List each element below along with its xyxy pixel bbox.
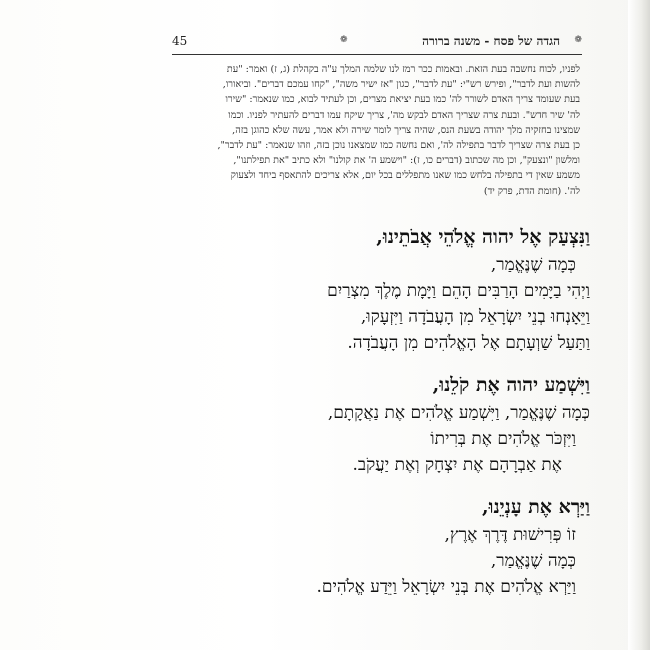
commentary-line: בעת שעומד צריך האדם לשורר לה' כמו בעת יציאת מצרים, וכן לעתיד לבוא, כמו שנאמר: "שירו	[225, 94, 580, 106]
section-heading: וַיַּרְא אֶת עָנְיֵנוּ,	[482, 496, 590, 518]
commentary-line: לה'. (חומת הדת, פרק יד)	[483, 185, 580, 197]
page-number: 45	[172, 34, 188, 48]
haggadah-text	[170, 222, 590, 600]
commentary-line: שמצינו בחזקיה מלך יהודה בשעת הנס, שהיה צריך לומר שירה ולא אמר, עשה שלא כהוגן בזה,	[232, 124, 580, 136]
verse-line: כְּמָה שֶׁנֶּאֱמַר,	[490, 255, 576, 275]
section-gap	[170, 356, 590, 370]
commentary-line: לה' שיר חדש". ובעת צרה שצריך האדם לבקש מה', צריך שיקח עמו דברים להעתיר לפניו. וכמו	[228, 109, 580, 121]
section-heading: וַנִּצְעַק אֶל יהוה אֱלֹהֵי אֲבֹתֵינוּ,	[376, 226, 590, 248]
verse-line: זוֹ פְּרִישׁוּת דֶּרֶךְ אֶרֶץ,	[444, 525, 576, 545]
verse-line: וַיַּרְא אֱלֹהִים אֶת בְּנֵי יִשְׂרָאֵל וַיֵּדַע אֱלֹהִים.	[316, 577, 576, 597]
ornament-icon: ❁	[574, 35, 582, 45]
verse-line: אֶת אַבְרָהָם אֶת יִצְחָק וְאֶת יַעֲקֹב.	[352, 455, 562, 475]
verse-line: וַיְהִי בַיָּמִים הָרַבִּים הָהֵם וַיָּמָת מֶלֶךְ מִצְרַיִם	[327, 281, 590, 301]
commentary-line: לפניו, לכוח נחשבה בעת הזאת. ובאמות ככר רמז לנו שלמה המלך ע"ה בקהלת (ג, ז) ואמר: "עת	[226, 64, 580, 75]
commentary-line: כן בעת צרה שצריך לדבר בתפילה לה', ואם נחשה כמו שמצאנו נוכן בזה, וזהו שנאמר: "עת לדבר",	[217, 140, 580, 152]
section-heading: וַיִּשְׁמַע יהוה אֶת קֹלֵנוּ,	[432, 374, 590, 396]
page-edge-shadow	[628, 0, 650, 650]
verse-line: וַתַּעַל שַׁוְעָתָם אֶל הָאֱלֹהִים מִן הָעֲבֹדָה.	[347, 333, 590, 353]
verse-line: וַיִּזְכֹּר אֱלֹהִים אֶת בְּרִיתוֹ	[430, 429, 576, 449]
verse-line: וַיֵּאָנְחוּ בְנֵי יִשְׂרָאֵל מִן הָעֲבֹדָה וַיִּזְעָקוּ,	[360, 307, 590, 327]
ornament-icon: ❁	[340, 35, 348, 45]
commentary-line: להשות ועת לדבר", ופירש רש"י: "עת לדבר", כגון "אז ישיר משה", "קחו עמכם דברים". וביאורו,	[222, 79, 580, 91]
verse-line: כְּמָה שֶׁנֶּאֱמַר, וַיִּשְׁמַע אֱלֹהִים אֶת נַאֲקָתָם,	[327, 403, 590, 423]
commentary-block	[168, 62, 580, 199]
commentary-line: ומלשון "ונצעק", וכן מה שכתוב (דברים כו, ז): "וישמע ה' את קולנו" ולא כתיב "את תפילתנו",	[233, 155, 580, 167]
commentary-line: משמע שאין די בתפילה בלחש כמו שאנו מתפללים בכל יום, אלא צריכים להתאסף ביחד ולצעוק	[230, 170, 580, 182]
verse-line: כְּמָה שֶׁנֶּאֱמַר,	[490, 551, 576, 571]
section-gap	[170, 478, 590, 492]
running-header	[172, 34, 582, 55]
book-title: הגדה של פסח - משנה ברורה	[422, 34, 560, 48]
